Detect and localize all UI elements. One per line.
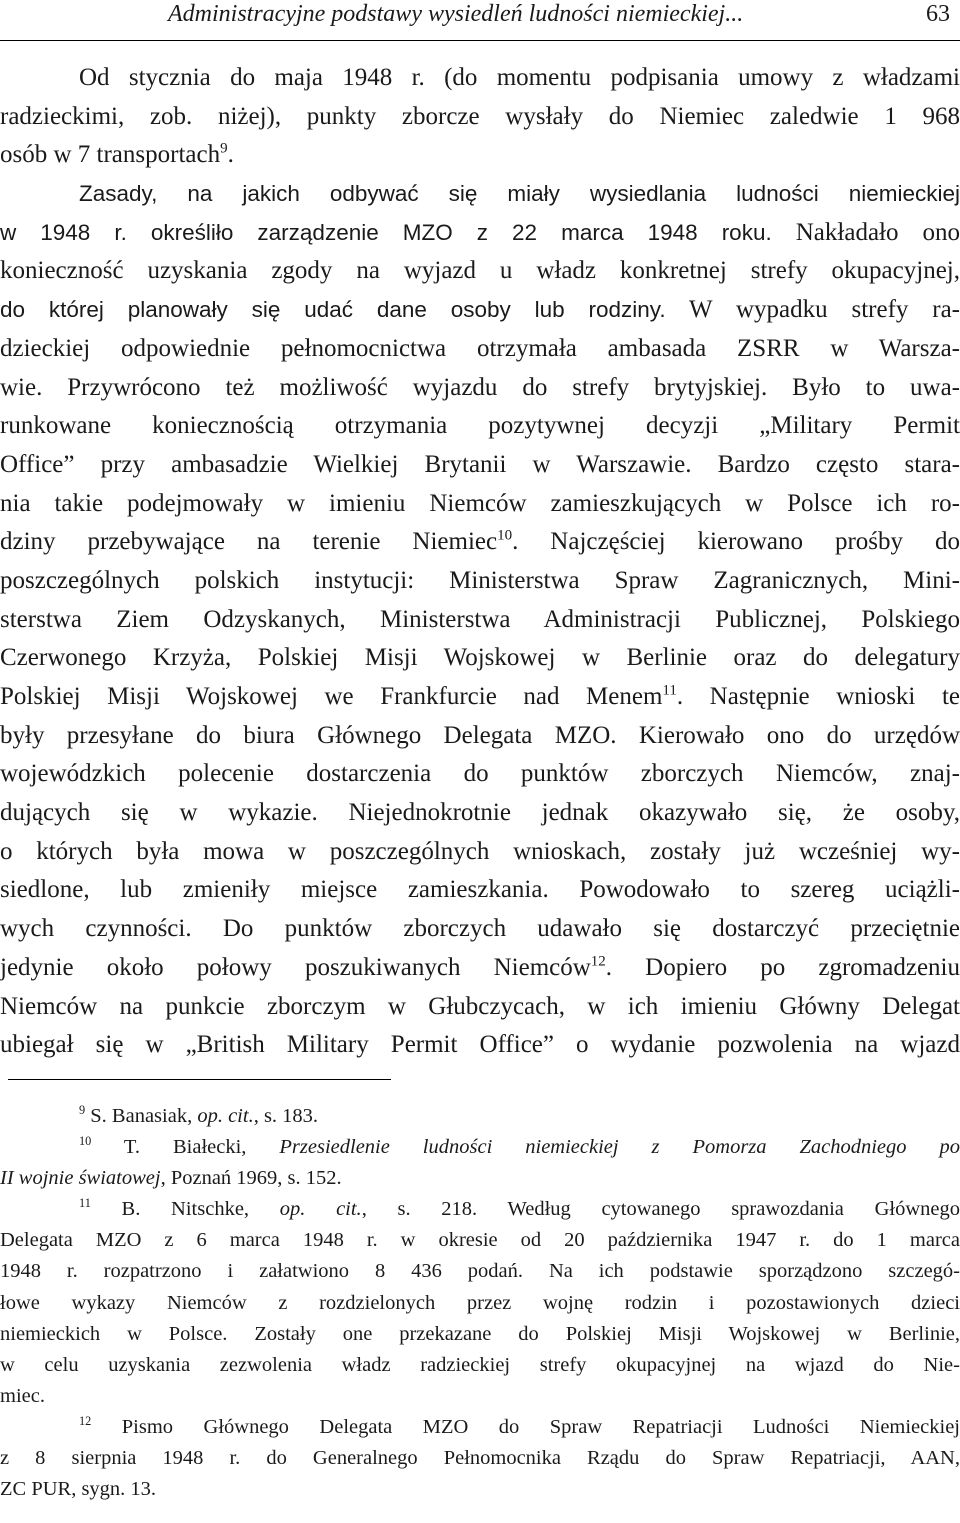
- text-segment: miec.: [0, 1384, 45, 1407]
- text-segment: II wojnie światowej: [0, 1167, 161, 1190]
- text-line: [0, 717, 960, 756]
- running-title: Administracyjne podstawy wysiedleń ludności niemieckiej...: [168, 1, 744, 27]
- text-line: [0, 562, 960, 601]
- body-text: [0, 59, 960, 1065]
- footnote-number: 9: [79, 1103, 86, 1118]
- text-segment: . Najczęściej kierowano prośby do: [512, 528, 960, 556]
- footnotes: [0, 1101, 960, 1505]
- text-segment: wojewódzkich polecenie dostarczenia do punktów zborczych Niemców, znaj-: [0, 760, 960, 788]
- footnote-line: [0, 1443, 960, 1474]
- text-line: [0, 485, 960, 524]
- text-line: [0, 446, 960, 485]
- footnote-line: [0, 1319, 960, 1350]
- text-segment: nia takie podejmowały w imieniu Niemców zamieszkujących w Polsce ich ro-: [0, 489, 960, 517]
- text-segment: sterstwa Ziem Odzyskanych, Ministerstwa Administracji Publicznej, Polskiego: [0, 605, 960, 633]
- text-segment: łowe wykazy Niemców z rozdzielonych przez wojnę rodzin i pozostawionych dzieci: [0, 1291, 960, 1314]
- footnote-number: 12: [79, 1414, 92, 1429]
- text-segment: op. cit.: [279, 1198, 362, 1221]
- text-line: [0, 252, 960, 291]
- text-segment: wie. Przywrócono też możliwość wyjazdu do strefy brytyjskiej.: [0, 373, 768, 401]
- text-segment: Przesiedlenie ludności niemieckiej z Pomorza Zachodniego po: [279, 1136, 960, 1159]
- text-line: [0, 136, 960, 175]
- footnote-line: [0, 1132, 960, 1163]
- footnote-ref: 12: [590, 953, 606, 970]
- text-segment: dziny przebywające na terenie Niemiec: [0, 528, 498, 556]
- text-line: [0, 407, 960, 446]
- footnote-line: [0, 1256, 960, 1287]
- text-segment: 1948 r. rozpatrzono i załatwiono 8 436 podań. Na ich podstawie sporządzono szczegó-: [0, 1260, 960, 1283]
- text-segment: konieczność uzyskania zgody na wyjazd u władz konkretnej strefy okupacyjnej,: [0, 257, 960, 285]
- text-segment: siedlone, lub zmieniły miejsce zamieszkania. Powodowało to szereg uciążli-: [0, 876, 960, 904]
- text-line: [0, 601, 960, 640]
- footnote-line: [0, 1474, 960, 1505]
- text-segment: T. Białecki,: [123, 1136, 247, 1159]
- text-segment: w celu uzyskania zezwolenia władz radzieckiej strefy okupacyjnej na wjazd do Nie-: [0, 1353, 960, 1376]
- footnote-line: [0, 1101, 960, 1132]
- text-segment: poszczególnych polskich instytucji: Ministerstwa Spraw Zagranicznych, Mini-: [0, 566, 960, 594]
- text-segment: .: [227, 141, 234, 169]
- text-line: [0, 98, 960, 137]
- text-segment: jedynie około połowy poszukiwanych Niemców: [0, 953, 591, 981]
- text-segment: wych czynności. Do punktów zborczych udawało się dostarczyć przeciętnie: [0, 915, 960, 943]
- footnote-number: 11: [79, 1196, 91, 1211]
- text-segment: op. cit.: [197, 1105, 254, 1127]
- text-segment: , Poznań 1969, s. 152.: [160, 1167, 342, 1190]
- text-segment: radzieckimi, zob. niżej), punkty zborcze wysłały do Niemiec zaledwie 1 968: [0, 102, 960, 130]
- text-line: [0, 639, 960, 678]
- text-line: [0, 794, 960, 833]
- footnote-line: [0, 1288, 960, 1319]
- text-segment: B. Nitschke,: [121, 1198, 250, 1221]
- text-line: [0, 871, 960, 910]
- text-line: [0, 910, 960, 949]
- text-segment: , s. 218. Według cytowanego sprawozdania Głównego: [361, 1198, 960, 1221]
- footnote-line: [0, 1163, 960, 1194]
- text-line: [0, 369, 960, 408]
- text-segment: Delegata MZO z 6 marca 1948 r. w okresie od 20 października 1947 r. do 1 marca: [0, 1229, 960, 1252]
- text-segment: w 1948 r. określiło zarządzenie MZO z 22 marca 1948 roku.: [0, 219, 772, 245]
- text-line: [0, 678, 960, 717]
- text-segment: Było to uwa-: [792, 373, 960, 401]
- text-segment: z 8 sierpnia 1948 r. do Generalnego Pełnomocnika Rządu do Spraw Repatriacji, AAN,: [0, 1447, 960, 1470]
- text-segment: do której planowały się udać dane osoby lub rodziny.: [0, 297, 666, 323]
- text-segment: Office” przy ambasadzie Wielkiej Brytanii w Warszawie. Bardzo często stara-: [0, 450, 960, 478]
- text-segment: Niemców na punkcie zborczym w Głubczycach, w ich imieniu Główny Delegat: [0, 992, 960, 1020]
- text-line: [0, 291, 960, 330]
- text-segment: . Następnie wnioski te: [676, 683, 960, 710]
- text-line: [0, 949, 960, 988]
- footnote-separator: [8, 1079, 391, 1080]
- text-segment: osób w 7 transportach: [0, 141, 221, 169]
- text-line: [0, 330, 960, 369]
- text-segment: ubiegał się w „British Military Permit Office” o wydanie pozwolenia na wjazd: [0, 1031, 960, 1059]
- footnote-ref: 11: [662, 682, 677, 699]
- footnote-line: [0, 1381, 960, 1412]
- text-segment: , s. 183.: [253, 1105, 319, 1127]
- text-line: [0, 833, 960, 872]
- footnote-line: [0, 1350, 960, 1381]
- text-line: [0, 59, 960, 98]
- footnote-ref: 10: [497, 527, 513, 544]
- text-segment: niemieckich w Polsce. Zostały one przekazane do Polskiej Misji Wojskowej w Berlinie,: [0, 1322, 960, 1345]
- text-segment: Pismo Głównego Delegata MZO do Spraw Repatriacji Ludności Niemieckiej: [121, 1415, 960, 1438]
- footnote-line: [0, 1412, 960, 1443]
- text-line: [0, 755, 960, 794]
- text-segment: dzieckiej odpowiednie pełnomocnictwa otrzymała ambasada ZSRR w Warsza-: [0, 334, 960, 362]
- footnote-number: 10: [79, 1134, 92, 1149]
- text-line: [0, 523, 960, 562]
- text-line: [0, 214, 960, 253]
- text-segment: Czerwonego Krzyża, Polskiej Misji Wojskowej w Berlinie oraz do delegatury: [0, 644, 960, 672]
- text-segment: W wypadku strefy ra-: [689, 296, 960, 324]
- footnote-line: [0, 1225, 960, 1256]
- text-segment: Polskiej Misji Wojskowej we Frankfurcie nad Menem: [0, 683, 663, 710]
- text-segment: S. Banasiak,: [90, 1105, 193, 1127]
- text-segment: ZC PUR, sygn. 13.: [0, 1478, 157, 1501]
- footnote-line: [0, 1194, 960, 1225]
- text-segment: dujących się w wykazie. Niejednokrotnie jednak okazywało się, że osoby,: [0, 799, 960, 827]
- text-segment: Zasady, na jakich odbywać się miały wysiedlania ludności niemieckiej: [79, 181, 960, 207]
- text-segment: były przesyłane do biura Głównego Delegata MZO. Kierowało ono do urzędów: [0, 721, 960, 749]
- running-head: [0, 0, 960, 41]
- text-line: [0, 175, 960, 214]
- text-line: [0, 988, 960, 1027]
- footnote-ref: 9: [220, 141, 228, 158]
- text-line: [0, 1026, 960, 1065]
- text-segment: . Dopiero po zgromadzeniu: [605, 953, 960, 981]
- text-segment: Nakładało ono: [795, 218, 960, 246]
- text-segment: runkowane koniecznością otrzymania pozytywnej decyzji „Military Permit: [0, 412, 960, 440]
- page-number: 63: [926, 1, 950, 27]
- text-segment: Od stycznia do maja 1948 r. (do momentu podpisania umowy z władzami: [79, 64, 960, 91]
- text-segment: o których była mowa w poszczególnych wnioskach, zostały już wcześniej wy-: [0, 837, 960, 865]
